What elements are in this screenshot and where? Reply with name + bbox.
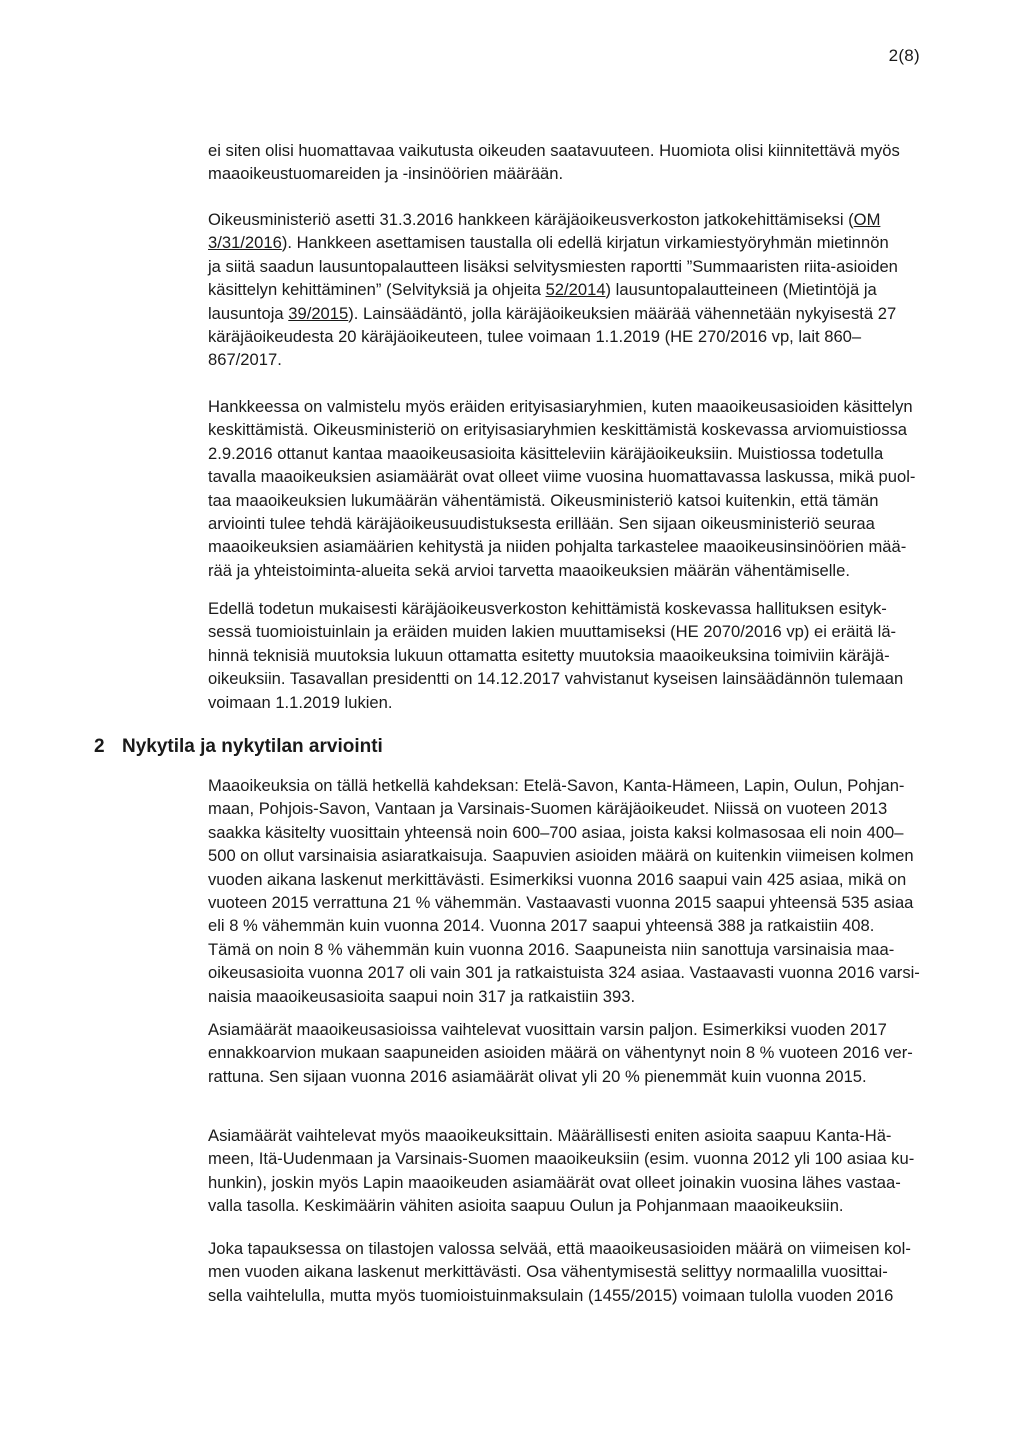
text-segment: lausuntoja <box>208 303 289 323</box>
paragraph-7 <box>208 1124 952 1218</box>
text-line <box>208 278 952 301</box>
page-number: 2(8) <box>888 46 920 65</box>
text-line: meen, Itä-Uudenmaan ja Varsinais-Suomen maaoikeuksiin (esim. vuonna 2012 yli 100 asiaa ku- <box>208 1149 915 1169</box>
text-line: maaoikeustuomareiden ja -insinöörien määrään. <box>208 164 564 184</box>
text-line: taa maaoikeuksien lukumäärän vähentämistä. Oikeusministeriö katsoi kuitenkin, että tämän <box>208 490 879 510</box>
text-line: hinnä teknisiä muutoksia lukuun ottamatta esitetty muutoksia maaoikeuksina toimiviin käräjä- <box>208 645 890 665</box>
paragraph-3 <box>208 395 952 582</box>
paragraph-5 <box>208 774 952 1008</box>
text-line: rää ja yhteistoiminta-alueita sekä arvioi tarvetta maaoikeuksien määrän vähentämiselle. <box>208 560 850 580</box>
text-segment: käsittelyn kehittäminen” (Selvityksiä ja ohjeita <box>208 280 546 300</box>
section-title: Nykytila ja nykytilan arviointi <box>122 736 383 757</box>
text-line: tavalla maaoikeuksien asiamäärät ovat olleet viime vuosina huomattavassa laskussa, mikä puol- <box>208 467 916 487</box>
text-line <box>208 302 952 325</box>
text-line: Maaoikeuksia on tällä hetkellä kahdeksan: Etelä-Savon, Kanta-Hämeen, Lapin, Oulun, Pohjan- <box>208 776 905 795</box>
paragraph-1 <box>208 139 952 186</box>
text-line: Asiamäärät maaoikeusasioissa vaihtelevat vuosittain varsin paljon. Esimerkiksi vuoden 2017 <box>208 1020 887 1039</box>
text-segment: Oikeusministeriö asetti 31.3.2016 hankkeen käräjäoikeusverkoston jatkokehittämiseksi ( <box>208 210 854 229</box>
reference-link-mietintoja[interactable]: 39/2015 <box>288 303 349 323</box>
text-line: Joka tapauksessa on tilastojen valossa selvää, että maaoikeusasioiden määrä on viimeisen kol- <box>208 1239 911 1258</box>
text-line: voimaan 1.1.2019 lukien. <box>208 692 393 712</box>
section-number: 2 <box>94 736 105 757</box>
text-line: maan, Pohjois-Savon, Vantaan ja Varsinais-Suomen käräjäoikeudet. Niissä on vuoteen 2013 <box>208 799 888 819</box>
text-line: arviointi tulee tehdä käräjäoikeusuudistuksesta erillään. Sen sijaan oikeusministeriö seuraa <box>208 514 875 534</box>
paragraph-6 <box>208 1018 952 1088</box>
text-line: hunkin), joskin myös Lapin maaoikeuden asiamäärät ovat olleet joinakin vuosina lähes vastaa- <box>208 1172 901 1192</box>
paragraph-8 <box>208 1237 952 1307</box>
text-line: 500 on ollut varsinaisia asiaratkaisuja. Saapuvien asioiden määrä on kuitenkin viimeisen kolmen <box>208 846 914 866</box>
text-line: men vuoden aikana laskenut merkittävästi. Osa vähentymisestä selittyy normaalilla vuosittai- <box>208 1262 888 1282</box>
reference-link-om-number[interactable]: 3/31/2016 <box>208 233 282 253</box>
text-line: ei siten olisi huomattavaa vaikutusta oikeuden saatavuuteen. Huomiota olisi kiinnitettävä myös <box>208 141 900 160</box>
reference-link-om[interactable]: OM <box>853 210 881 229</box>
text-line: rattuna. Sen sijaan vuonna 2016 asiamäärät olivat yli 20 % pienemmät kuin vuonna 2015. <box>208 1066 867 1086</box>
reference-link-selvityksia[interactable]: 52/2014 <box>545 280 606 300</box>
section-heading <box>94 736 383 758</box>
text-line: sella vaihtelulla, mutta myös tuomioistuinmaksulain (1455/2015) voimaan tulolla vuoden 2016 <box>208 1285 894 1305</box>
text-line: ja siitä saadun lausuntopalautteen lisäksi selvitysmiesten raportti ”Summaaristen riita-asioiden <box>208 256 898 276</box>
paragraph-4 <box>208 597 952 714</box>
text-line: Edellä todetun mukaisesti käräjäoikeusverkoston kehittämistä koskevassa hallituksen esityk- <box>208 599 887 618</box>
text-line: keskittämistä. Oikeusministeriö on erityisasiaryhmien keskittämistä koskevassa arviomuistiossa <box>208 420 908 440</box>
text-line: naisia maaoikeusasioita saapui noin 317 ja ratkaistiin 393. <box>208 986 636 1006</box>
text-line: saakka käsitelty vuosittain yhteensä noin 600–700 asiaa, joista kaksi kolmasosaa eli noin 400– <box>208 822 904 842</box>
text-line: ennakkoarvion mukaan saapuneiden asioiden määrä on vähentynyt noin 8 % vuoteen 2016 ver- <box>208 1043 913 1063</box>
paragraph-2 <box>208 208 952 372</box>
text-line: oikeuksiin. Tasavallan presidentti on 14.12.2017 vahvistanut kyseisen lainsäädännön tulemaan <box>208 669 904 689</box>
text-line: vuoden aikana laskenut merkittävästi. Esimerkiksi vuonna 2016 saapui vain 425 asiaa, mikä on <box>208 869 907 889</box>
text-line: oikeusasioita vuonna 2017 oli vain 301 ja ratkaistuista 324 asiaa. Vastaavasti vuonna 2016 varsi- <box>208 963 920 983</box>
text-line: eli 8 % vähemmän kuin vuonna 2014. Vuonna 2017 saapui yhteensä 388 ja ratkaistiin 408. <box>208 916 875 936</box>
text-line: käräjäoikeudesta 20 käräjäoikeuteen, tulee voimaan 1.1.2019 (HE 270/2016 vp, lait 860– <box>208 327 862 347</box>
text-line: Asiamäärät vaihtelevat myös maaoikeuksittain. Määrällisesti eniten asioita saapuu Kanta-Hä- <box>208 1126 892 1145</box>
text-line <box>208 208 952 231</box>
text-segment: ). Lainsäädäntö, jolla käräjäoikeuksien määrää vähennetään nykyisestä 27 <box>348 303 897 323</box>
text-line <box>208 231 952 254</box>
text-segment: ) lausuntopalautteineen (Mietintöjä ja <box>605 280 877 300</box>
text-line: maaoikeuksien asiamäärien kehitystä ja niiden pohjalta tarkastelee maaoikeusinsinöörien mää- <box>208 537 907 557</box>
text-line: 2.9.2016 ottanut kantaa maaoikeusasioita käsitteleviin käräjäoikeuksiin. Muistiossa todetulla <box>208 443 884 463</box>
text-segment: ). Hankkeen asettamisen taustalla oli edellä kirjatun virkamiestyöryhmän mietinnön <box>281 233 889 253</box>
text-line: Hankkeessa on valmistelu myös eräiden erityisasiaryhmien, kuten maaoikeusasioiden käsittelyn <box>208 397 913 416</box>
text-line: sessä tuomioistuinlain ja eräiden muiden lakien muuttamiseksi (HE 2070/2016 vp) ei eräitä lä- <box>208 622 897 642</box>
text-line: Tämä on noin 8 % vähemmän kuin vuonna 2016. Saapuneista niin sanottuja varsinaisia maa- <box>208 939 895 959</box>
text-line: vuoteen 2015 verrattuna 21 % vähemmän. Vastaavasti vuonna 2015 saapui yhteensä 535 asiaa <box>208 893 914 913</box>
text-line: valla tasolla. Keskimäärin vähiten asioita saapuu Oulun ja Pohjanmaan maaoikeuksiin. <box>208 1196 844 1216</box>
text-line: 867/2017. <box>208 350 282 370</box>
